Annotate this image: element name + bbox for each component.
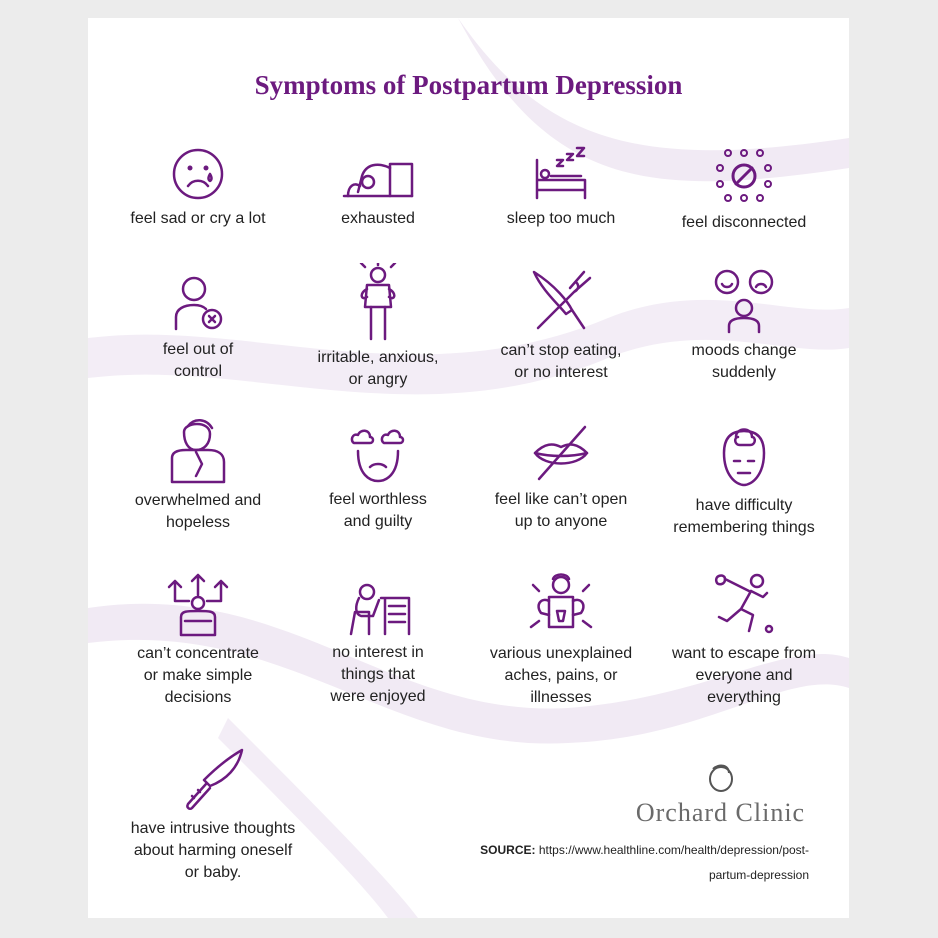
symptom-label: want to escape from everyone and everything [671, 645, 817, 706]
source-label: SOURCE: [480, 843, 536, 857]
symptom-item [293, 263, 463, 391]
source-citation [449, 838, 809, 888]
symptom-item [659, 146, 829, 234]
closed-lips-icon [531, 423, 591, 483]
symptom-label: have difficulty remembering things [673, 497, 815, 536]
symptom-item [128, 746, 298, 884]
knife-fork-icon [528, 268, 594, 334]
clinic-logo [608, 763, 833, 828]
exhausted-person-icon [340, 146, 416, 202]
symptom-label: feel out of control [162, 341, 234, 380]
symptom-item [113, 146, 283, 230]
symptom-label: feel like can’t open up to anyone [494, 491, 628, 530]
symptom-item [476, 146, 646, 230]
bed-sleeping-icon [531, 146, 591, 202]
clinic-name: Orchard Clinic [635, 798, 806, 827]
symptom-label: various unexplained aches, pains, or illnesses [489, 645, 633, 706]
running-away-icon [711, 571, 777, 637]
symptom-label: feel worthless and guilty [329, 491, 427, 530]
orchard-clinic-logo-icon [705, 763, 737, 793]
person-out-of-control-icon [168, 273, 228, 333]
symptom-item [293, 146, 463, 230]
sad-face-icon [170, 146, 226, 202]
knife-icon [180, 746, 246, 812]
aches-pains-icon [529, 571, 593, 637]
source-link[interactable]: https://www.healthline.com/health/depression/post-partum-depression [538, 843, 809, 882]
symptom-item [659, 268, 829, 384]
symptom-item [476, 423, 646, 533]
symptom-item [113, 571, 283, 709]
symptom-label: moods change suddenly [691, 342, 797, 381]
symptom-item [659, 571, 829, 709]
symptom-label: feel disconnected [681, 214, 807, 231]
infographic-card [88, 18, 849, 918]
symptom-item [113, 418, 283, 534]
page-title: Symptoms of Postpartum Depression [254, 70, 683, 100]
storm-cloud-head-icon [348, 423, 408, 483]
mood-faces-icon [711, 268, 777, 334]
symptom-label: have intrusive thoughts about harming oneself or baby. [130, 820, 296, 881]
brain-head-icon [716, 423, 772, 489]
symptom-item [659, 423, 829, 539]
angry-person-icon [353, 263, 403, 341]
symptom-item [476, 268, 646, 384]
symptom-label: no interest in things that were enjoyed [330, 644, 426, 705]
symptom-item [293, 576, 463, 708]
symptom-item [293, 423, 463, 533]
slumped-at-desk-icon [345, 576, 411, 636]
symptom-label: can’t stop eating, or no interest [500, 342, 622, 381]
symptom-label: sleep too much [506, 210, 616, 227]
symptom-label: irritable, anxious, or angry [317, 349, 439, 388]
overwhelmed-person-icon [166, 418, 230, 484]
symptom-label: overwhelmed and hopeless [134, 492, 262, 531]
decision-arrows-icon [163, 571, 233, 637]
symptom-item [113, 273, 283, 383]
symptom-item [476, 571, 646, 709]
symptom-label: feel sad or cry a lot [130, 210, 266, 227]
symptom-label: can’t concentrate or make simple decisions [137, 645, 259, 706]
symptom-label: exhausted [341, 210, 415, 227]
disconnected-crowd-icon [714, 146, 774, 206]
